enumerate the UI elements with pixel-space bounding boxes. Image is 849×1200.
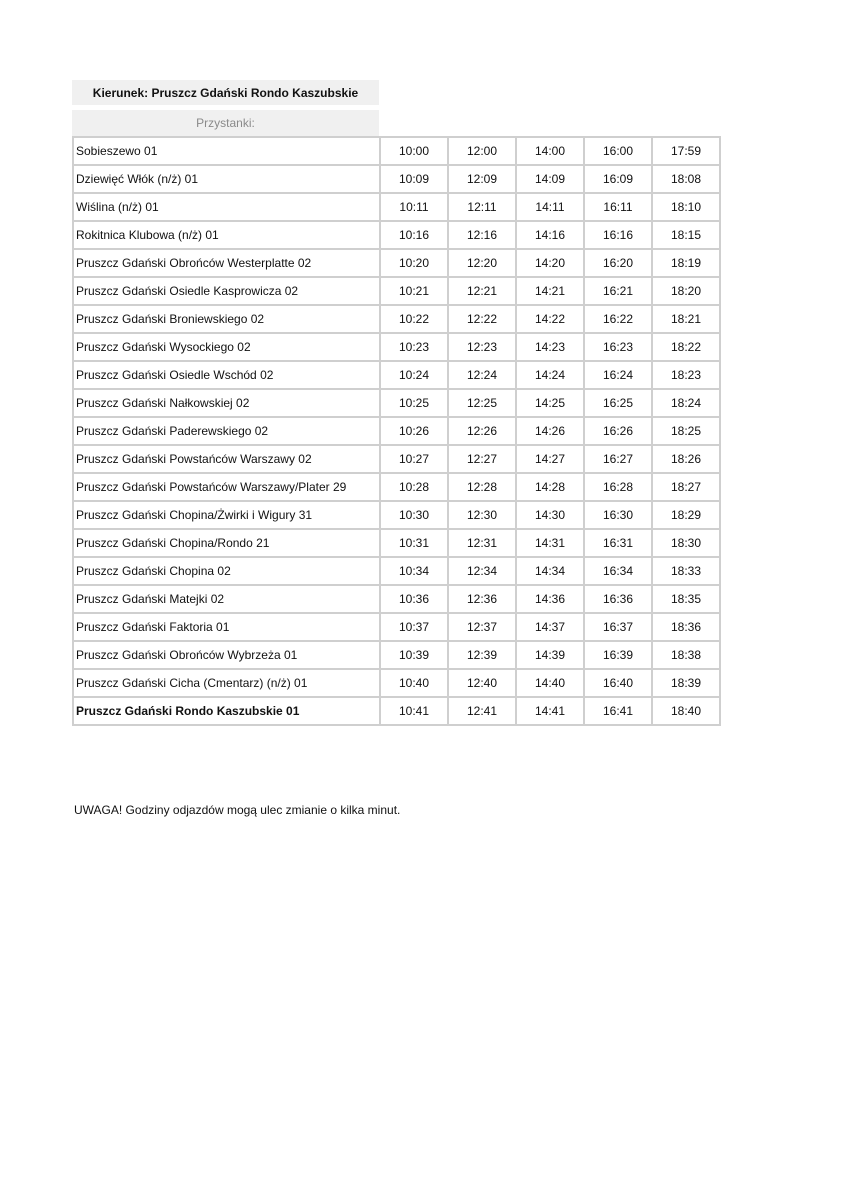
departure-time-cell: 14:39 xyxy=(516,641,584,669)
departure-time-cell: 14:36 xyxy=(516,585,584,613)
departure-time-cell: 16:30 xyxy=(584,501,652,529)
stop-name-cell: Pruszcz Gdański Rondo Kaszubskie 01 xyxy=(73,697,380,725)
table-row xyxy=(73,417,720,445)
departure-time-cell: 14:24 xyxy=(516,361,584,389)
departure-time-cell: 16:22 xyxy=(584,305,652,333)
timetable xyxy=(72,136,721,726)
departure-time-cell: 18:25 xyxy=(652,417,720,445)
departure-time-cell: 18:08 xyxy=(652,165,720,193)
table-row xyxy=(73,277,720,305)
departure-time-cell: 14:22 xyxy=(516,305,584,333)
departure-time-cell: 18:39 xyxy=(652,669,720,697)
stop-name-cell: Pruszcz Gdański Powstańców Warszawy 02 xyxy=(73,445,380,473)
stop-name-cell: Wiślina (n/ż) 01 xyxy=(73,193,380,221)
departure-time-cell: 10:24 xyxy=(380,361,448,389)
departure-time-cell: 18:40 xyxy=(652,697,720,725)
departure-time-cell: 16:11 xyxy=(584,193,652,221)
departure-time-cell: 12:09 xyxy=(448,165,516,193)
table-row xyxy=(73,137,720,165)
departure-time-cell: 18:29 xyxy=(652,501,720,529)
departure-time-cell: 10:41 xyxy=(380,697,448,725)
stop-name-cell: Pruszcz Gdański Paderewskiego 02 xyxy=(73,417,380,445)
departure-time-cell: 14:37 xyxy=(516,613,584,641)
departure-time-cell: 10:16 xyxy=(380,221,448,249)
departure-time-cell: 16:09 xyxy=(584,165,652,193)
departure-time-cell: 10:34 xyxy=(380,557,448,585)
departure-time-cell: 10:22 xyxy=(380,305,448,333)
table-row xyxy=(73,389,720,417)
departure-time-cell: 14:25 xyxy=(516,389,584,417)
table-row xyxy=(73,613,720,641)
departure-time-cell: 16:21 xyxy=(584,277,652,305)
table-row xyxy=(73,193,720,221)
departure-time-cell: 10:25 xyxy=(380,389,448,417)
departure-time-cell: 14:34 xyxy=(516,557,584,585)
departure-time-cell: 18:27 xyxy=(652,473,720,501)
departure-time-cell: 16:37 xyxy=(584,613,652,641)
departure-time-cell: 18:15 xyxy=(652,221,720,249)
departure-time-cell: 12:31 xyxy=(448,529,516,557)
stop-name-cell: Pruszcz Gdański Obrońców Westerplatte 02 xyxy=(73,249,380,277)
table-row xyxy=(73,305,720,333)
departure-time-cell: 10:23 xyxy=(380,333,448,361)
departure-time-cell: 12:36 xyxy=(448,585,516,613)
departure-time-cell: 18:24 xyxy=(652,389,720,417)
departure-time-cell: 12:21 xyxy=(448,277,516,305)
departure-time-cell: 12:25 xyxy=(448,389,516,417)
departure-time-cell: 14:16 xyxy=(516,221,584,249)
departure-time-cell: 14:26 xyxy=(516,417,584,445)
stop-name-cell: Pruszcz Gdański Wysockiego 02 xyxy=(73,333,380,361)
table-row xyxy=(73,445,720,473)
stop-name-cell: Pruszcz Gdański Chopina/Rondo 21 xyxy=(73,529,380,557)
departure-time-cell: 18:23 xyxy=(652,361,720,389)
stop-name-cell: Pruszcz Gdański Powstańców Warszawy/Plater 29 xyxy=(73,473,380,501)
departure-time-cell: 16:25 xyxy=(584,389,652,417)
departure-time-cell: 16:28 xyxy=(584,473,652,501)
table-row xyxy=(73,641,720,669)
departure-time-cell: 12:28 xyxy=(448,473,516,501)
departure-time-cell: 12:16 xyxy=(448,221,516,249)
departure-time-cell: 10:30 xyxy=(380,501,448,529)
departure-time-cell: 10:36 xyxy=(380,585,448,613)
departure-time-cell: 16:24 xyxy=(584,361,652,389)
departure-time-cell: 14:28 xyxy=(516,473,584,501)
departure-time-cell: 18:10 xyxy=(652,193,720,221)
stop-name-cell: Pruszcz Gdański Nałkowskiej 02 xyxy=(73,389,380,417)
table-row xyxy=(73,669,720,697)
departure-time-cell: 12:22 xyxy=(448,305,516,333)
departure-time-cell: 14:40 xyxy=(516,669,584,697)
departure-time-cell: 18:30 xyxy=(652,529,720,557)
departure-time-cell: 18:22 xyxy=(652,333,720,361)
departure-time-cell: 10:20 xyxy=(380,249,448,277)
departure-time-cell: 18:26 xyxy=(652,445,720,473)
departure-time-cell: 16:34 xyxy=(584,557,652,585)
direction-header: Kierunek: Pruszcz Gdański Rondo Kaszubskie xyxy=(72,80,379,105)
departure-time-cell: 16:36 xyxy=(584,585,652,613)
stop-name-cell: Pruszcz Gdański Faktoria 01 xyxy=(73,613,380,641)
departure-time-cell: 16:23 xyxy=(584,333,652,361)
departure-time-cell: 14:30 xyxy=(516,501,584,529)
departure-time-cell: 10:40 xyxy=(380,669,448,697)
stop-name-cell: Pruszcz Gdański Osiedle Wschód 02 xyxy=(73,361,380,389)
departure-time-cell: 12:37 xyxy=(448,613,516,641)
stop-name-cell: Pruszcz Gdański Broniewskiego 02 xyxy=(73,305,380,333)
departure-time-cell: 10:00 xyxy=(380,137,448,165)
departure-time-cell: 10:27 xyxy=(380,445,448,473)
departure-time-cell: 12:26 xyxy=(448,417,516,445)
departure-time-cell: 16:00 xyxy=(584,137,652,165)
departure-time-cell: 18:36 xyxy=(652,613,720,641)
table-row xyxy=(73,333,720,361)
departure-time-cell: 10:28 xyxy=(380,473,448,501)
departure-time-cell: 12:00 xyxy=(448,137,516,165)
table-row xyxy=(73,165,720,193)
notice-text: UWAGA! Godziny odjazdów mogą ulec zmianie o kilka minut. xyxy=(74,803,401,817)
departure-time-cell: 18:35 xyxy=(652,585,720,613)
departure-time-cell: 12:24 xyxy=(448,361,516,389)
departure-time-cell: 16:26 xyxy=(584,417,652,445)
departure-time-cell: 16:40 xyxy=(584,669,652,697)
stop-name-cell: Pruszcz Gdański Obrońców Wybrzeża 01 xyxy=(73,641,380,669)
departure-time-cell: 18:21 xyxy=(652,305,720,333)
departure-time-cell: 10:26 xyxy=(380,417,448,445)
departure-time-cell: 16:31 xyxy=(584,529,652,557)
departure-time-cell: 12:30 xyxy=(448,501,516,529)
departure-time-cell: 10:39 xyxy=(380,641,448,669)
departure-time-cell: 14:41 xyxy=(516,697,584,725)
departure-time-cell: 14:11 xyxy=(516,193,584,221)
departure-time-cell: 16:41 xyxy=(584,697,652,725)
departure-time-cell: 16:20 xyxy=(584,249,652,277)
departure-time-cell: 12:39 xyxy=(448,641,516,669)
departure-time-cell: 12:34 xyxy=(448,557,516,585)
departure-time-cell: 14:21 xyxy=(516,277,584,305)
departure-time-cell: 12:41 xyxy=(448,697,516,725)
departure-time-cell: 12:27 xyxy=(448,445,516,473)
departure-time-cell: 16:39 xyxy=(584,641,652,669)
departure-time-cell: 10:11 xyxy=(380,193,448,221)
table-row xyxy=(73,361,720,389)
table-row xyxy=(73,529,720,557)
departure-time-cell: 16:27 xyxy=(584,445,652,473)
stop-name-cell: Rokitnica Klubowa (n/ż) 01 xyxy=(73,221,380,249)
stop-name-cell: Pruszcz Gdański Chopina 02 xyxy=(73,557,380,585)
departure-time-cell: 10:37 xyxy=(380,613,448,641)
table-row xyxy=(73,473,720,501)
stop-name-cell: Sobieszewo 01 xyxy=(73,137,380,165)
departure-time-cell: 12:11 xyxy=(448,193,516,221)
table-row xyxy=(73,221,720,249)
stop-name-cell: Pruszcz Gdański Matejki 02 xyxy=(73,585,380,613)
departure-time-cell: 18:33 xyxy=(652,557,720,585)
departure-time-cell: 14:27 xyxy=(516,445,584,473)
departure-time-cell: 10:21 xyxy=(380,277,448,305)
stop-name-cell: Dziewięć Włók (n/ż) 01 xyxy=(73,165,380,193)
stops-column-header: Przystanki: xyxy=(72,110,379,136)
departure-time-cell: 10:09 xyxy=(380,165,448,193)
departure-time-cell: 10:31 xyxy=(380,529,448,557)
departure-time-cell: 17:59 xyxy=(652,137,720,165)
departure-time-cell: 12:23 xyxy=(448,333,516,361)
stop-name-cell: Pruszcz Gdański Chopina/Żwirki i Wigury 31 xyxy=(73,501,380,529)
stop-name-cell: Pruszcz Gdański Osiedle Kasprowicza 02 xyxy=(73,277,380,305)
departure-time-cell: 14:20 xyxy=(516,249,584,277)
departure-time-cell: 16:16 xyxy=(584,221,652,249)
table-row xyxy=(73,697,720,725)
table-row xyxy=(73,557,720,585)
departure-time-cell: 14:00 xyxy=(516,137,584,165)
table-row xyxy=(73,501,720,529)
table-row xyxy=(73,249,720,277)
departure-time-cell: 14:09 xyxy=(516,165,584,193)
departure-time-cell: 12:40 xyxy=(448,669,516,697)
departure-time-cell: 18:38 xyxy=(652,641,720,669)
departure-time-cell: 18:19 xyxy=(652,249,720,277)
departure-time-cell: 14:31 xyxy=(516,529,584,557)
departure-time-cell: 12:20 xyxy=(448,249,516,277)
departure-time-cell: 18:20 xyxy=(652,277,720,305)
table-row xyxy=(73,585,720,613)
stop-name-cell: Pruszcz Gdański Cicha (Cmentarz) (n/ż) 01 xyxy=(73,669,380,697)
departure-time-cell: 14:23 xyxy=(516,333,584,361)
